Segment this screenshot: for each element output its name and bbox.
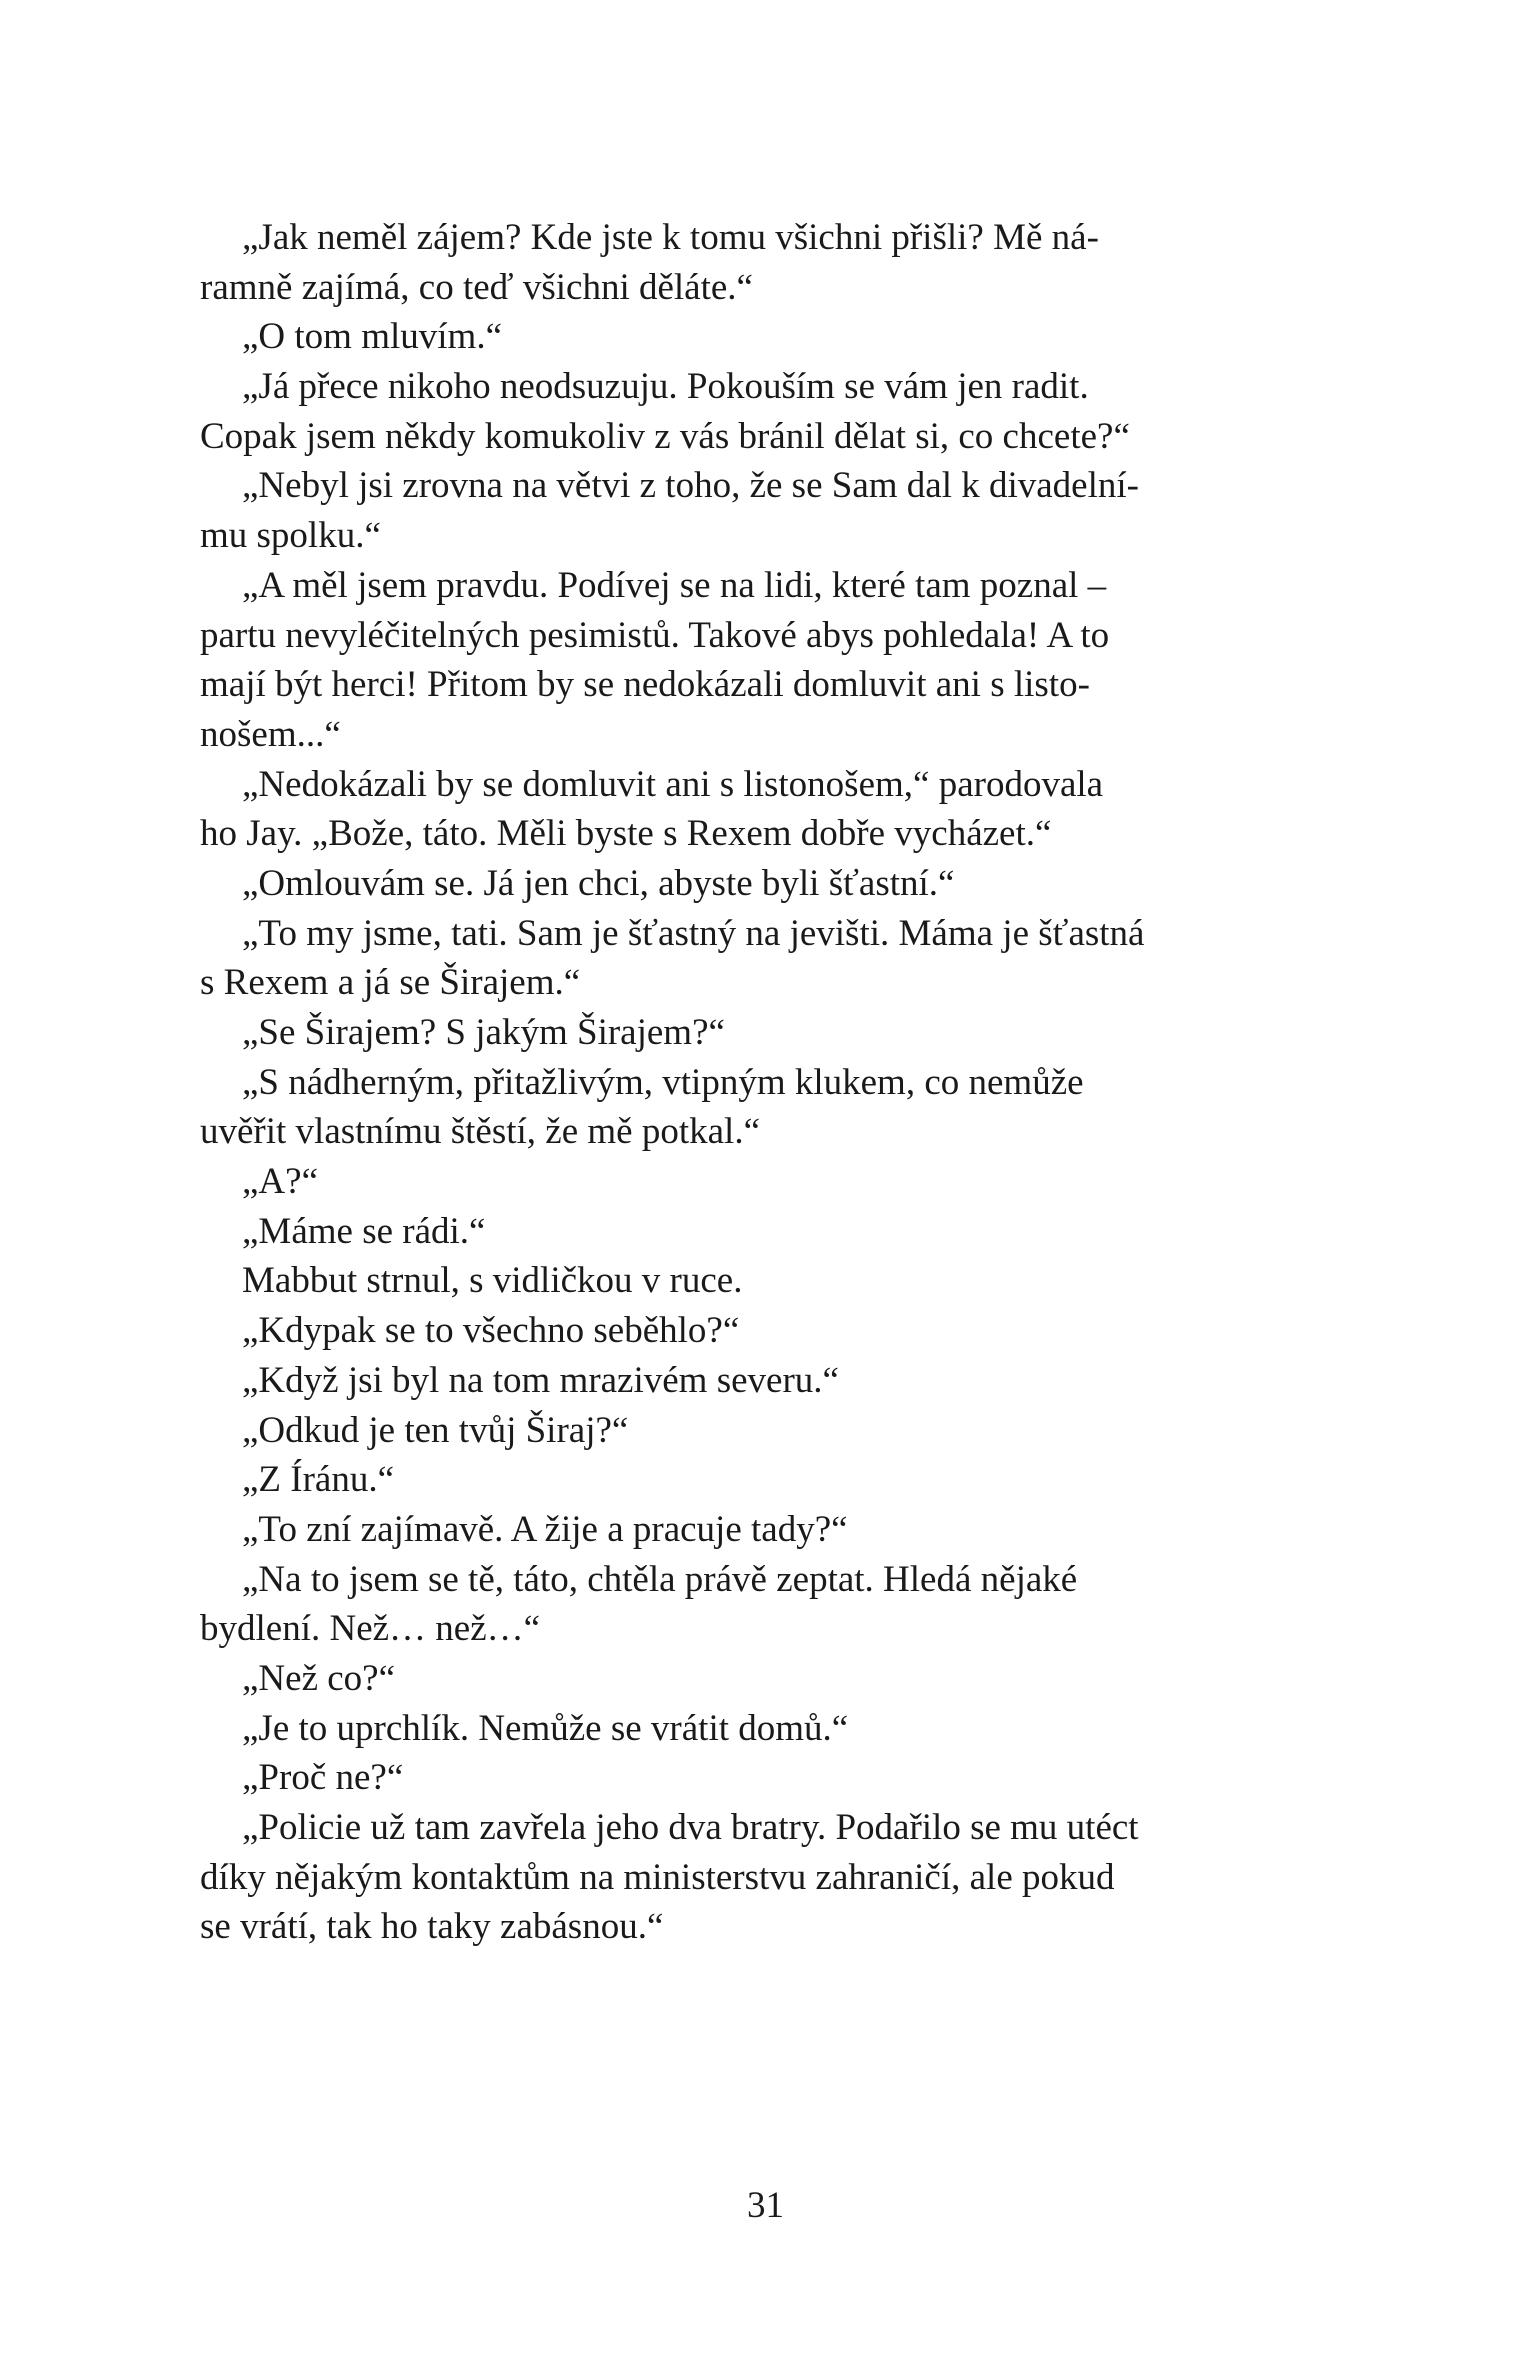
text-line: „Z Íránu.“	[242, 1459, 395, 1501]
text-line: „Máme se rádi.“	[242, 1210, 486, 1252]
text-line: „Než co?“	[242, 1657, 396, 1699]
body-text	[200, 213, 1330, 1952]
text-line: nošem...“	[200, 713, 341, 755]
text-line: partu nevyléčitelných pesimistů. Takové abys pohledala! A to	[200, 614, 1110, 656]
text-line: „Kdypak se to všechno seběhlo?“	[242, 1310, 740, 1352]
text-line: „Je to uprchlík. Nemůže se vrátit domů.“	[242, 1707, 849, 1749]
text-line: „Odkud je ten tvůj Širaj?“	[242, 1409, 629, 1451]
text-line: „Policie už tam zavřela jeho dva bratry. Podařilo se mu utéct	[242, 1807, 1139, 1848]
text-line: „Když jsi byl na tom mrazivém severu.“	[242, 1359, 839, 1401]
text-line: „Se Širajem? S jakým Širajem?“	[242, 1012, 725, 1053]
text-line: Mabbut strnul, s vidličkou v ruce.	[242, 1260, 743, 1302]
text-line: mu spolku.“	[200, 515, 381, 557]
text-line: „Na to jsem se tě, táto, chtěla právě zeptat. Hledá nějaké	[242, 1558, 1078, 1600]
text-line: „Omlouvám se. Já jen chci, abyste byli šťastní.“	[242, 862, 955, 904]
text-line: ho Jay. „Bože, táto. Měli byste s Rexem dobře vycházet.“	[200, 813, 1052, 855]
text-line: „To zní zajímavě. A žije a pracuje tady?“	[242, 1508, 848, 1550]
text-line: se vrátí, tak ho taky zabásnou.“	[200, 1906, 664, 1948]
text-line: díky nějakým kontaktům na ministerstvu zahraničí, ale pokud	[200, 1856, 1115, 1898]
text-line: mají být herci! Přitom by se nedokázali domluvit ani s listo-	[200, 664, 1090, 706]
text-line: „O tom mluvím.“	[242, 316, 502, 358]
text-line: „A?“	[242, 1161, 318, 1203]
text-line: „Proč ne?“	[242, 1757, 404, 1799]
text-line: „Já přece nikoho neodsuzuju. Pokouším se vám jen radit.	[242, 366, 1089, 408]
text-line: bydlení. Než… než…“	[200, 1608, 541, 1650]
text-line: Copak jsem někdy komukoliv z vás bránil dělat si, co chcete?“	[200, 415, 1130, 457]
page-number: 31	[747, 2185, 784, 2226]
text-line: ramně zajímá, co teď všichni děláte.“	[200, 266, 753, 308]
text-line: „S nádherným, přitažlivým, vtipným klukem, co nemůže	[242, 1061, 1084, 1103]
text-line: „Nebyl jsi zrovna na větvi z toho, že se Sam dal k divadelní-	[242, 465, 1139, 507]
text-line: „Jak neměl zájem? Kde jste k tomu všichni přišli? Mě ná-	[242, 217, 1099, 258]
text-line: „A měl jsem pravdu. Podívej se na lidi, které tam poznal –	[242, 564, 1107, 606]
text-line: „Nedokázali by se domluvit ani s listonošem,“ parodovala	[242, 763, 1104, 805]
text-line: uvěřit vlastnímu štěstí, že mě potkal.“	[200, 1111, 761, 1153]
text-line: s Rexem a já se Širajem.“	[200, 962, 581, 1004]
text-line: „To my jsme, tati. Sam je šťastný na jevišti. Máma je šťastná	[242, 912, 1145, 954]
